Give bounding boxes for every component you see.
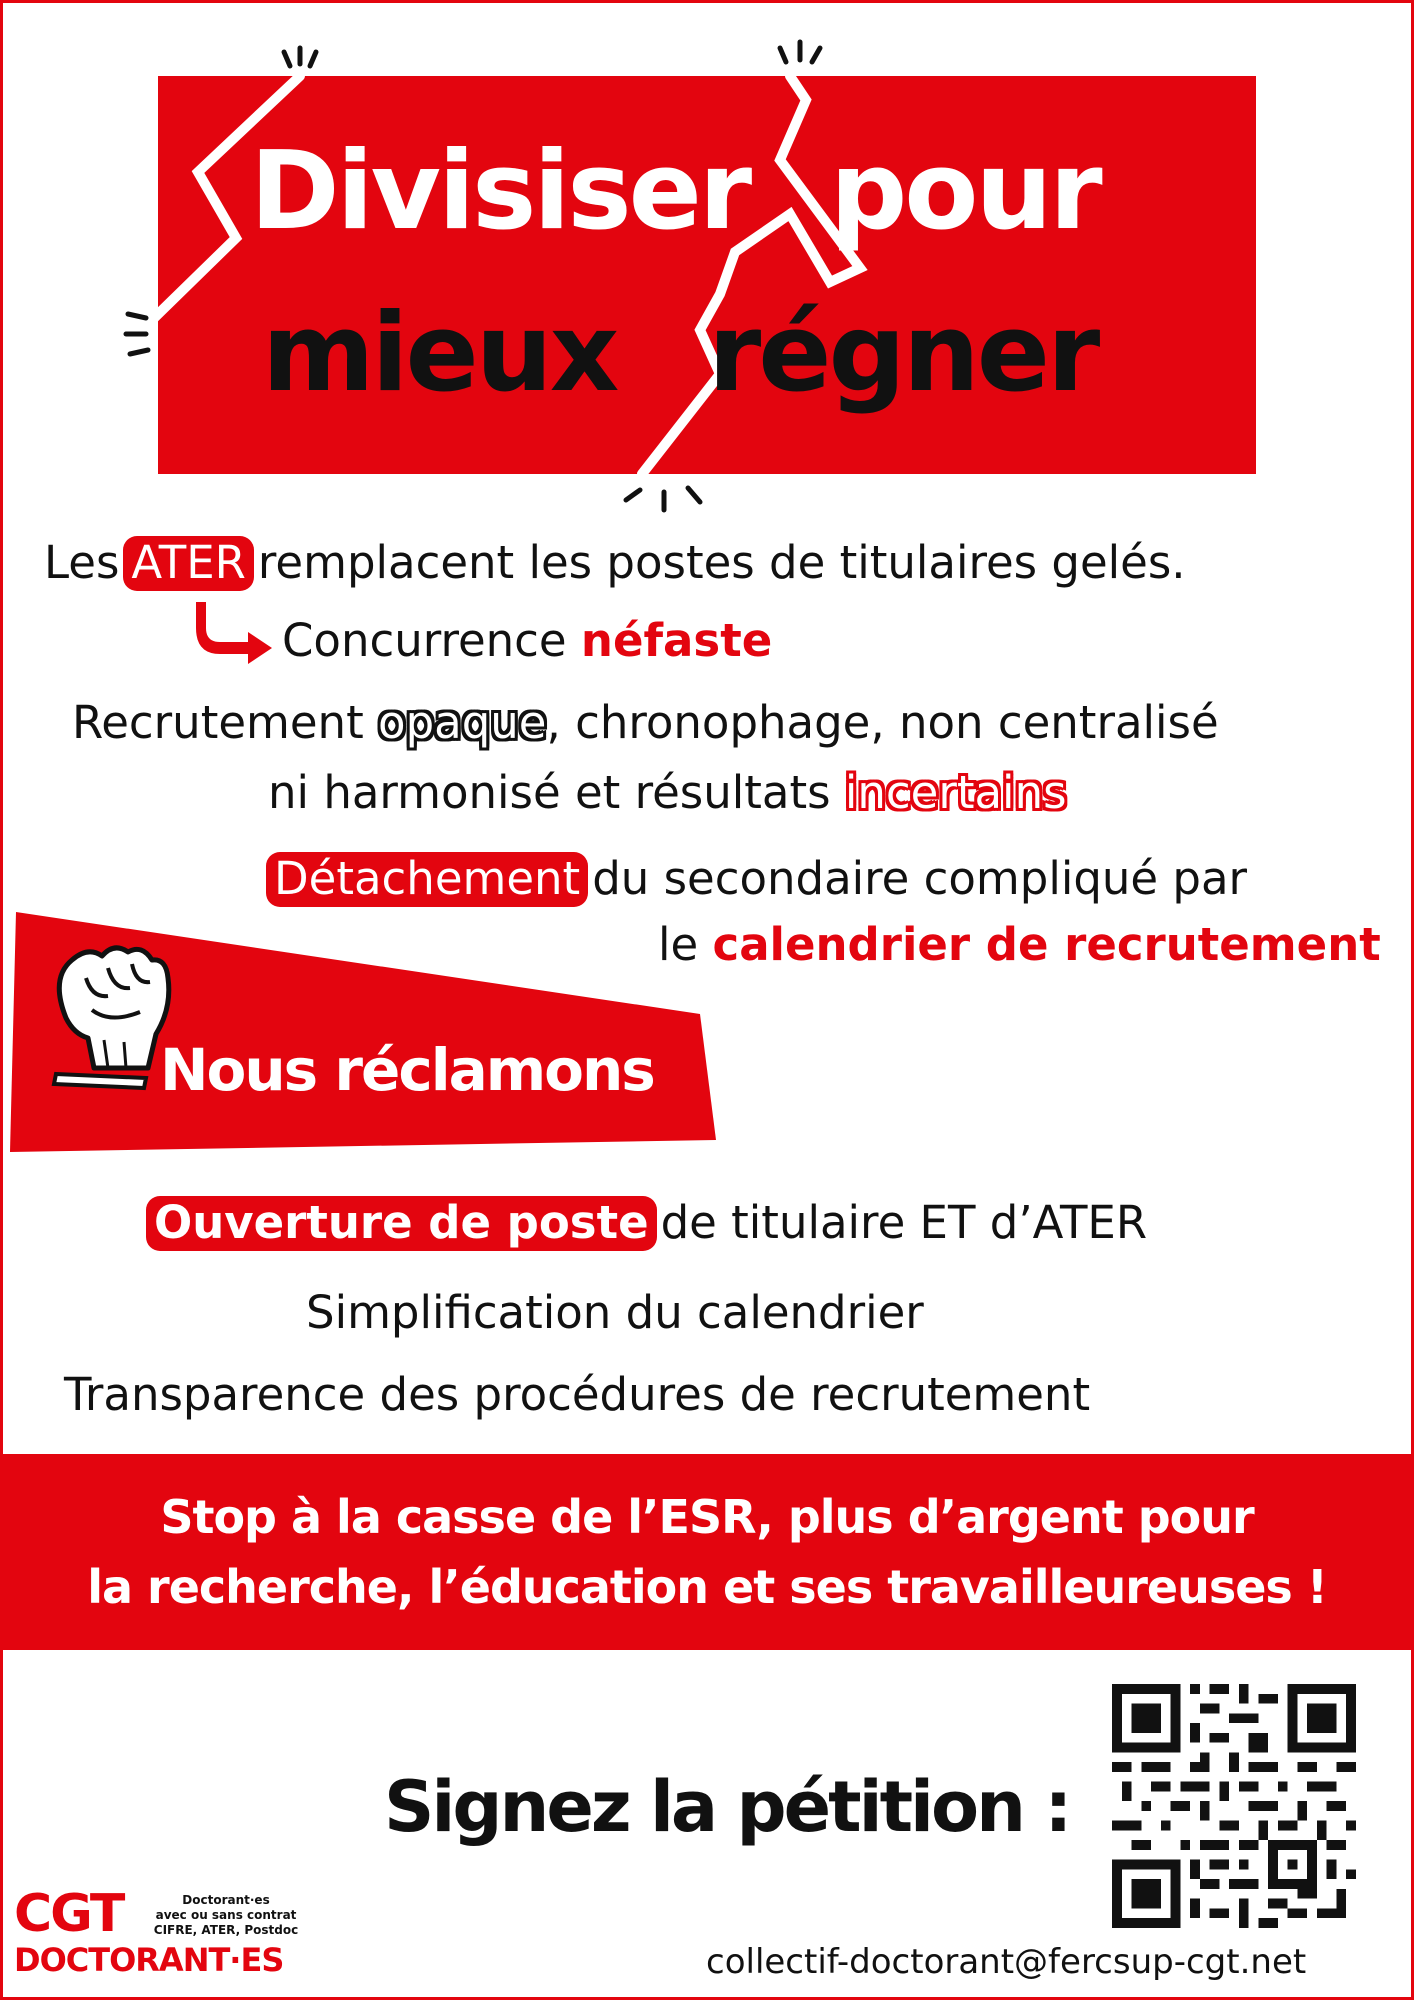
statement-text: ni harmonisé et résultats [268, 766, 831, 819]
logo-subtitle-line: CIFRE, ATER, Postdoc [153, 1923, 299, 1937]
statement-recrutement [72, 696, 1219, 749]
doctorants-logo: DOCTORANT·ES [14, 1941, 284, 1979]
title-word-regner: régner [708, 291, 1098, 416]
demand-simplification: Simplification du calendrier [306, 1286, 924, 1339]
title-word-mieux: mieux [262, 291, 617, 416]
highlight-opaque: opaque [378, 696, 547, 749]
highlight-ouverture: Ouverture de poste [146, 1196, 657, 1251]
highlight-nefaste: néfaste [580, 614, 773, 667]
statement-text: du secondaire compliqué par [592, 852, 1248, 905]
claim-label: Nous réclamons [160, 1036, 654, 1104]
statement-text: remplacent les postes de titulaires gelés. [257, 536, 1186, 589]
statement-detachement [262, 852, 1247, 907]
contact-email[interactable]: collectif-doctorant@fercsup-cgt.net [706, 1942, 1307, 1982]
logo-subtitle-line: Doctorant·es [182, 1893, 270, 1907]
highlight-calendrier: calendrier de recrutement [712, 918, 1381, 971]
title-word-divisiser: Divisiser [250, 129, 750, 254]
logo-subtitle [146, 1893, 306, 1938]
claim-banner [0, 908, 720, 1158]
statement-ater [44, 536, 1186, 591]
petition-label: Signez la pétition : [384, 1766, 1070, 1848]
title-word-pour: pour [830, 129, 1100, 254]
statement-text: Recrutement [72, 696, 364, 749]
demand-transparence: Transparence des procédures de recrutement [64, 1368, 1091, 1421]
demand-ouverture [142, 1196, 1147, 1251]
slogan-line-2: la recherche, l’éducation et ses travailleureuses ! [87, 1560, 1327, 1614]
cgt-logo: CGT [14, 1884, 124, 1944]
slogan-line-1: Stop à la casse de l’ESR, plus d’argent pour [160, 1490, 1254, 1544]
highlight-incertains: incertains [844, 766, 1067, 819]
curved-arrow-icon [196, 598, 278, 664]
demand-text: de titulaire ET d’ATER [660, 1196, 1148, 1249]
statement-text: , chronophage, non centralisé [546, 696, 1219, 749]
slogan-band [0, 1454, 1414, 1650]
statement-concurrence [282, 614, 773, 667]
highlight-detachement: Détachement [266, 852, 588, 907]
statement-text: le [658, 918, 699, 971]
highlight-ater: ATER [123, 536, 253, 591]
logo-subtitle-line: avec ou sans contrat [155, 1908, 297, 1922]
statement-calendrier [658, 918, 1381, 971]
qr-code-icon[interactable] [1112, 1684, 1356, 1928]
statement-harmonise [268, 766, 1067, 819]
statement-text: Concurrence [282, 614, 567, 667]
statement-text: Les [44, 536, 120, 589]
crack-decoration [0, 0, 1414, 520]
